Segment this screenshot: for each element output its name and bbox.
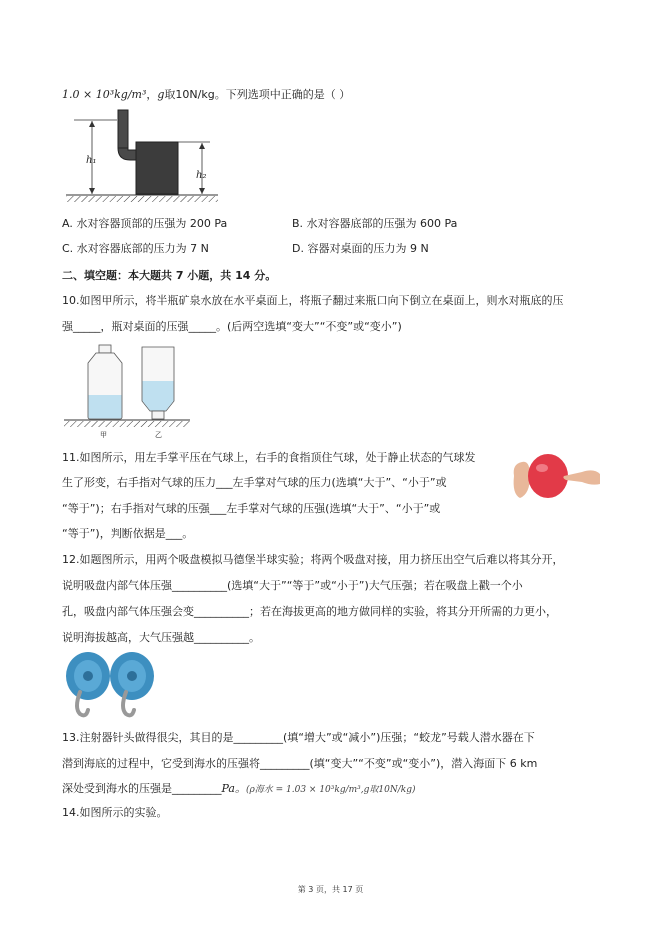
q9-option-b: B. 水对容器底部的压强为 600 Pa	[292, 217, 458, 230]
q13-line2: 潜到海底的过程中，它受到海水的压强将_________(填“变大”“不变”或“变小”)，潜入海面下 6 km	[62, 757, 538, 770]
q11-line1: 11.如图所示，用左手掌平压在气球上，右手的食指顶住气球，处于静止状态的气球发	[62, 451, 476, 464]
q11-line2: 生了形变，右手指对气球的压力___左手掌对气球的压力(选填“大于”、“小于”或	[62, 476, 447, 489]
q9-intro-g: g	[157, 88, 165, 101]
q12-line4: 说明海拔越高，大气压强越__________。	[62, 631, 260, 644]
page-footer: 第 3 页，共 17 页	[297, 885, 364, 894]
q13-line1: 13.注射器针头做得很尖，其目的是_________(填“增大”或“减小”)压强；“蛟龙”号载人潜水器在下	[62, 731, 535, 744]
q9-fig-h2: h₂	[196, 170, 207, 181]
q11-line4: “等于”)，判断依据是___。	[62, 527, 194, 540]
q10-line1: 10.如图甲所示，将半瓶矿泉水放在水平桌面上，将瓶子翻过来瓶口向下倒立在桌面上，则水对瓶底的压	[62, 294, 564, 307]
q13-line3-text: 深处受到海水的压强是_________	[62, 782, 222, 795]
q9-intro-rest: 取10N/kg。下列选项中正确的是（ ）	[164, 88, 351, 101]
q10-label-yi: 乙	[155, 431, 162, 439]
q14-line1: 14.如图所示的实验。	[62, 806, 168, 819]
section-heading: 二、填空题：本大题共 7 小题，共 14 分。	[62, 269, 277, 282]
q10-line2: 强_____，瓶对桌面的压强_____。(后两空选填“变大”“不变”或“变小”)	[62, 320, 402, 333]
q12-suction-cups-image	[60, 652, 160, 722]
q13-unit-pa: Pa。	[221, 782, 246, 795]
q9-option-c: C. 水对容器底部的压力为 7 N	[62, 242, 209, 255]
q11-line3: “等于”)；右手指对气球的压强___左手掌对气球的压强(选填“大于”、“小于”或	[62, 502, 441, 515]
q12-line1: 12.如题图所示，用两个吸盘模拟马德堡半球实验；将两个吸盘对接，用力挤压出空气后难以将其分开，	[62, 553, 564, 566]
q9-option-d: D. 容器对桌面的压力为 9 N	[292, 242, 429, 255]
q9-fig-h1: h₁	[86, 155, 97, 166]
q12-line2: 说明吸盘内部气体压强__________(选填“大于”“等于”或“小于”)大气压强；若在吸盘上戳一个小	[62, 579, 523, 592]
q12-line3: 孔，吸盘内部气体压强会变__________；若在海拔更高的地方做同样的实验，将其分开所需的力更小，	[62, 605, 557, 618]
q10-bottles-figure	[62, 343, 192, 438]
q9-intro-formula: 1.0 × 10³kg/m³	[62, 88, 147, 101]
q9-option-a: A. 水对容器顶部的压强为 200 Pa	[62, 217, 228, 230]
q10-label-jia: 甲	[100, 431, 107, 439]
q9-intro: 1.0 × 10³kg/m³，g取10N/kg。下列选项中正确的是（ ）	[62, 88, 351, 101]
q13-constants: (ρ海水 = 1.03 × 10³kg/m³,g取10N/kg)	[245, 785, 416, 795]
q11-balloon-image	[510, 446, 602, 508]
q13-line3	[62, 782, 416, 797]
